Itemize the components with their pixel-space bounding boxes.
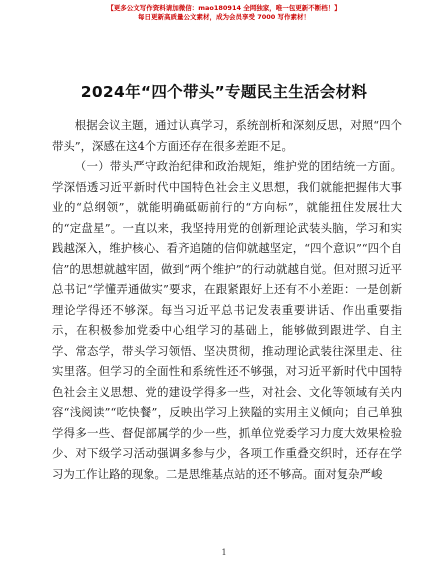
document-body	[52, 115, 402, 484]
page-number: 1	[221, 548, 227, 557]
intro-paragraph: 根据会议主题，通过认真学习，系统剖析和深刻反思，对照“四个带头”，深感在这4个方面还存在很多差距不足。	[52, 118, 402, 153]
promo-banner	[0, 4, 448, 22]
promo-banner-line-1: 【更多公文写作资料请加微信：mao180914 全网独家，唯一包更新不断档！】	[107, 4, 341, 12]
promo-banner-line-2: 每日更新高质量公文素材，成为会员享受 7000 写作素材！	[137, 13, 311, 21]
document-title: 2024年“四个带头”专题民主生活会材料	[80, 83, 368, 101]
section-one-paragraph: （一）带头严守政治纪律和政治规矩，维护党的团结统一方面。学深悟透习近平新时代中国特色社会主义思想，我们就能把握伟大事业的“总纲领”，就能明确砥砺前行的“方向标”，就能扭住发展壮大的“定盘星”。一直以来，我坚持用党的创新理论武装头脑，学习和实践越深入，维护核心、看齐追随的信仰就越坚定，“四个意识”“四个自信”的思想就越牢固，做到“两个维护”的行动就越自觉。但对照习近平总书记“学懂弄通做实”要求，在跟紧跟好上还有不小差距：一是创新理论学得还不够深。每当习近平总书记发表重要讲话、作出重要指示，在积极参加党委中心组学习的基础上，能够做到跟进学、自主学、常态学，带头学习领悟、坚决贯彻，推动理论武装往深里走、往实里落。但学习的全面性和系统性还不够强，对习近平新时代中国特色社会主义思想、党的建设学得多一些，对社会、文化等领域有关内容“浅阅读”“吃快餐”，反映出学习上狭隘的实用主义倾向；自己单独学得多一些、督促部属学的少一些，抓单位党委学习力度大效果检验少、对下级学习活动强调多参与少，各项工作重叠交织时，还存在学习为工作让路的现象。二是思维基点站的还不够高。面对复杂严峻	[52, 159, 402, 481]
